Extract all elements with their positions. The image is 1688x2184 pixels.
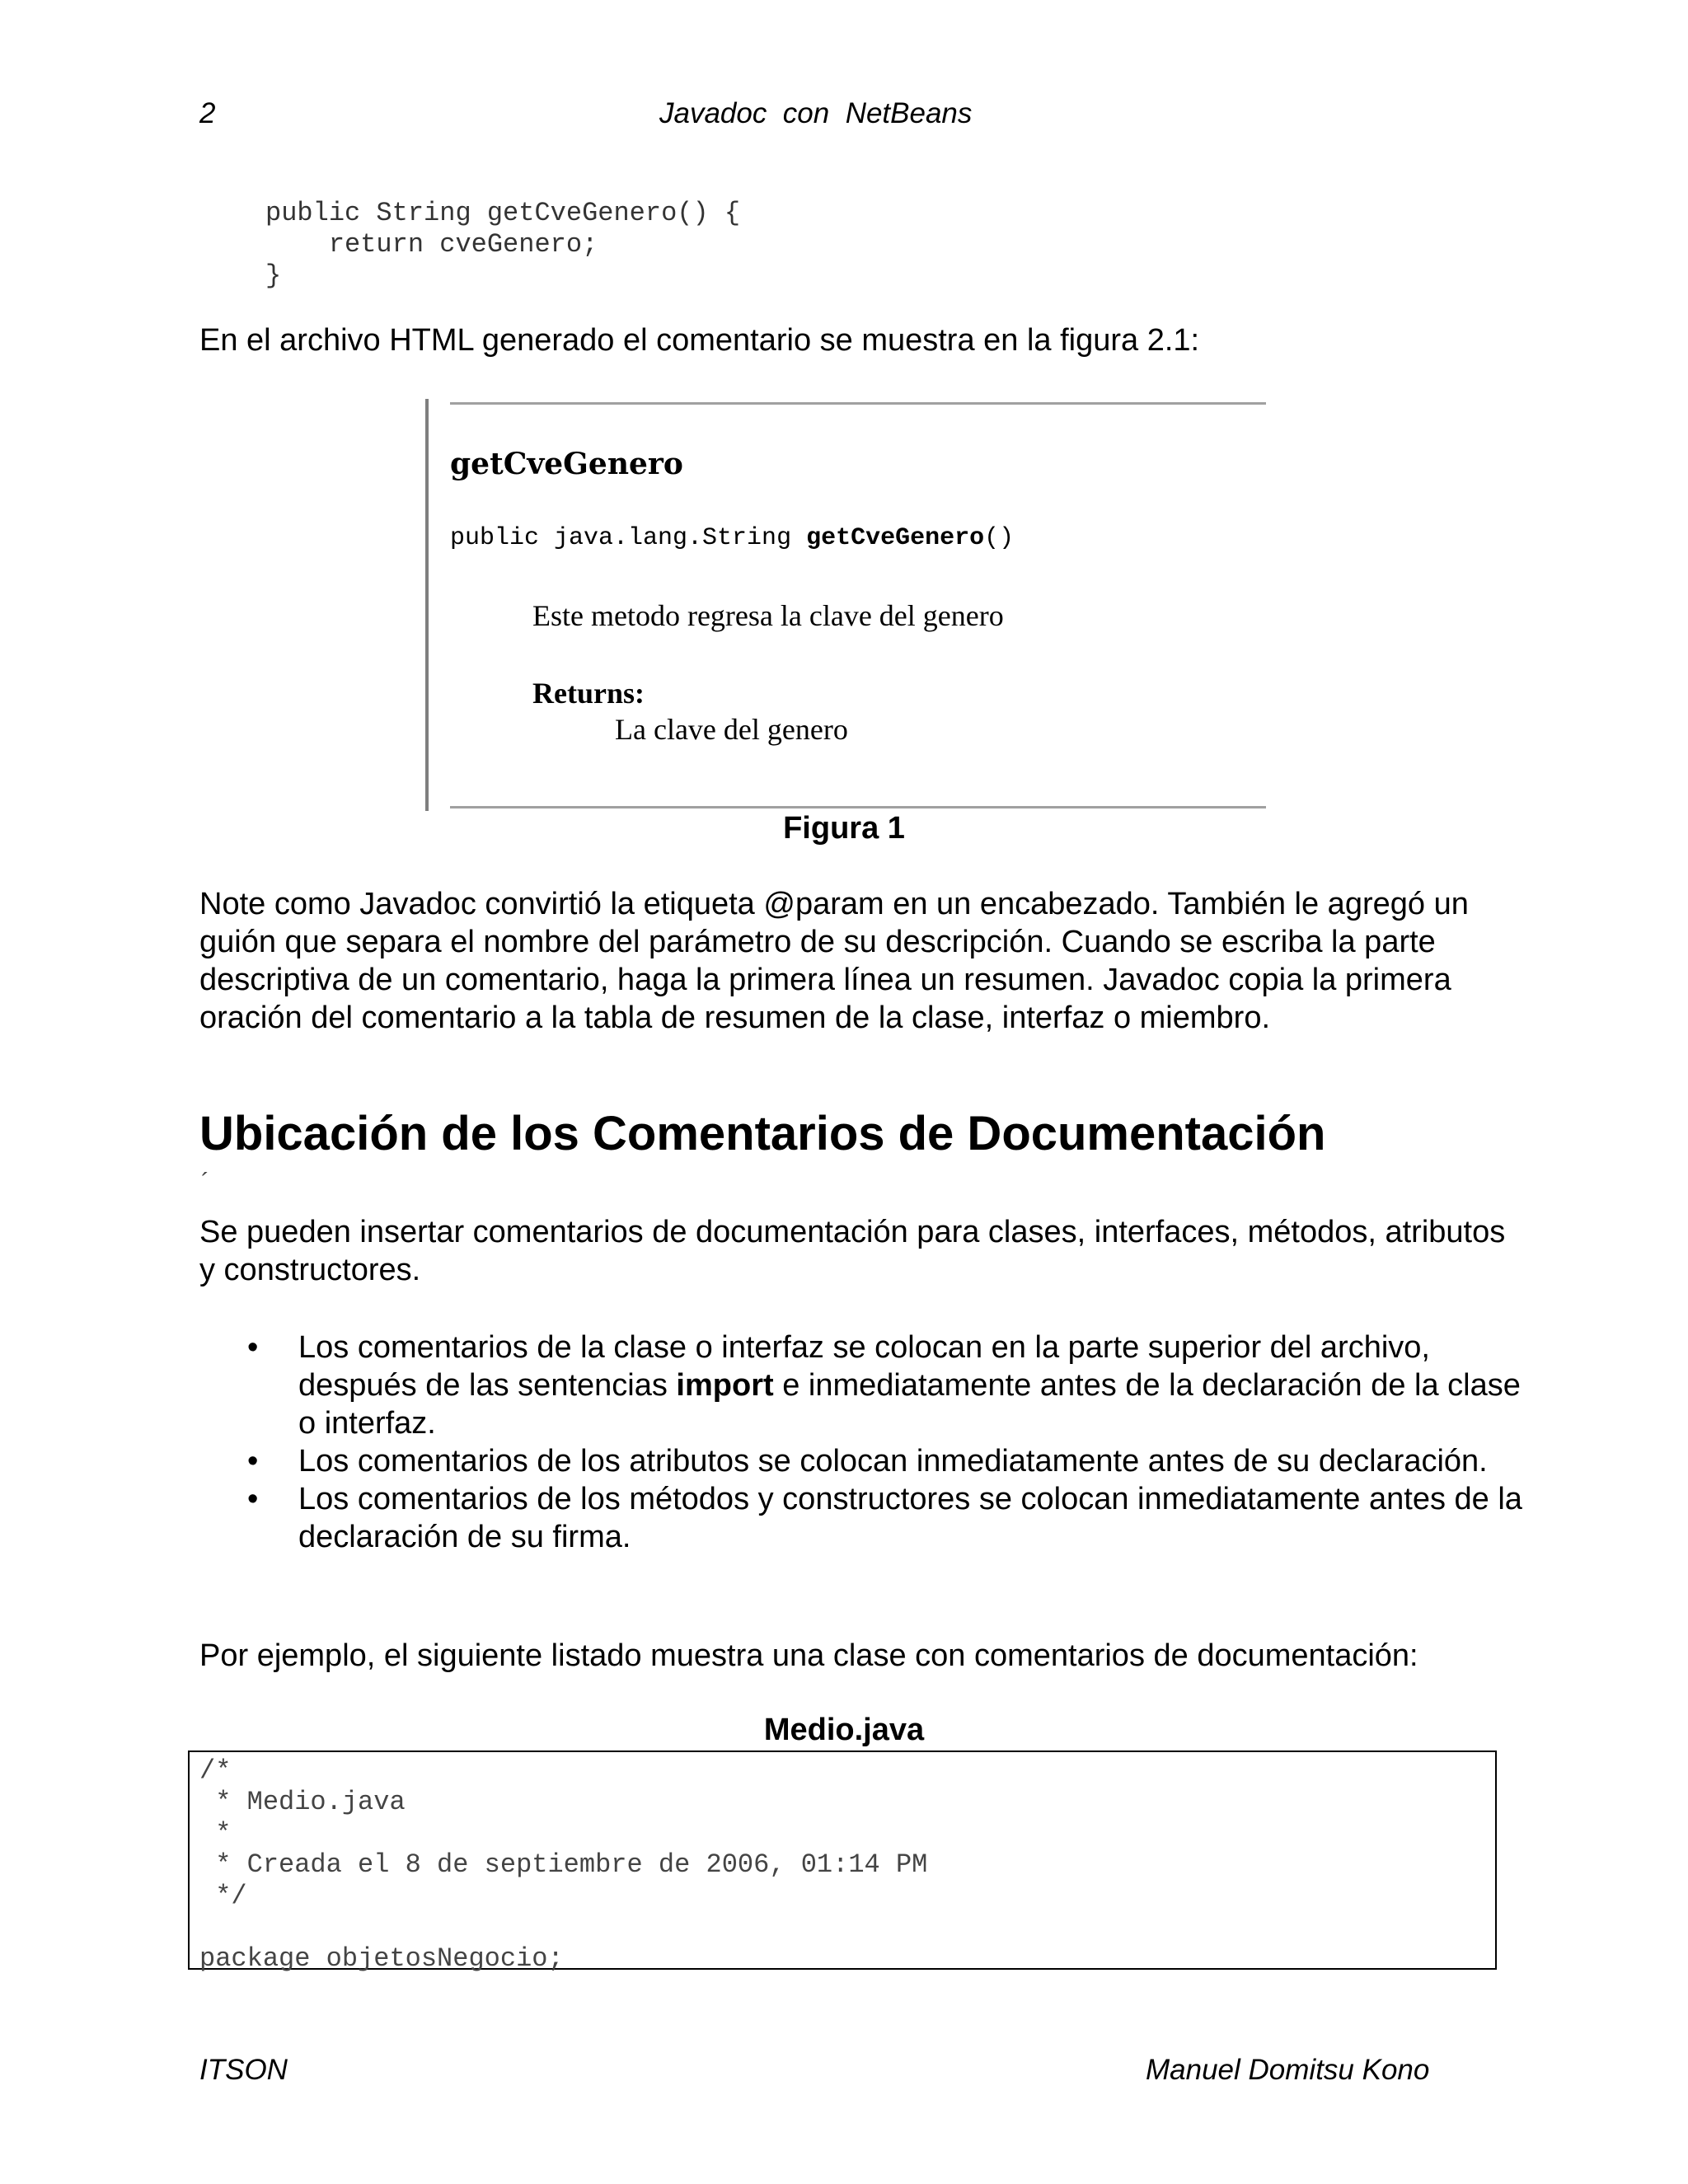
bullet-text: Los comentarios de los métodos y constructores se colocan inmediatamente antes de la declaración de su firma. (298, 1482, 1522, 1554)
page-number: 2 (199, 97, 216, 129)
footer-author: Manuel Domitsu Kono (1146, 2054, 1430, 2086)
paragraph-javadoc-note: Note como Javadoc convirtió la etiqueta @param en un encabezado. También le agregó un guión que separa el nombre del parámetro de su descripción. Cuando se escriba la parte descriptiva de un comentario, haga la primera línea un resumen. Javadoc copia la primera oración del comentario a la tabla de resumen de la clase, interfaz o miembro. (199, 887, 1469, 1035)
signature-prefix: public java.lang.String (450, 524, 807, 552)
figure-caption: Figura 1 (783, 811, 905, 846)
signature-suffix: () (984, 524, 1015, 552)
figure-method-description: Este metodo regresa la clave del genero (532, 599, 1004, 632)
bullet-text: Los comentarios de la clase o interfaz se colocan en la parte superior del archivo, después de las sentencias (298, 1330, 1430, 1403)
figure-top-rule (450, 402, 1266, 405)
list-item (199, 1329, 1535, 1442)
code-line: public String getCveGenero() { (265, 198, 741, 228)
figure-method-name: getCveGenero (450, 447, 683, 481)
code-listing-box (188, 1750, 1497, 1974)
list-item (199, 1480, 1535, 1556)
bullet-bold-keyword: import (676, 1368, 774, 1403)
code-line: /* (199, 1755, 232, 1786)
code-line: } (265, 260, 282, 291)
figure-returns-value: La clave del genero (615, 713, 848, 746)
code-snippet-getter (265, 198, 740, 292)
code-line: * (199, 1818, 232, 1849)
bullet-icon: • (247, 1444, 259, 1479)
code-line: */ (199, 1881, 247, 1911)
bullet-icon: • (247, 1330, 259, 1365)
bullet-text: Los comentarios de los atributos se colocan inmediatamente antes de su declaración. (298, 1444, 1488, 1479)
running-header-title: Javadoc con NetBeans (659, 97, 973, 129)
figure-method-signature (450, 524, 1014, 552)
paragraph-listing-intro: Por ejemplo, el siguiente listado muestra una clase con comentarios de documentación: (199, 1638, 1418, 1673)
bullet-icon: • (247, 1482, 259, 1516)
figure-returns-label: Returns: (532, 677, 645, 710)
bullet-text-continued: e inmediatamente antes de la declaración de la clase o interfaz. (298, 1368, 1521, 1441)
paragraph-section-intro: Se pueden insertar comentarios de documentación para clases, interfaces, métodos, atributos y constructores. (199, 1215, 1506, 1287)
stray-accent-mark: ´ (201, 1169, 209, 1196)
code-listing (199, 1755, 927, 1975)
code-line: return cveGenero; (265, 229, 598, 260)
signature-method: getCveGenero (806, 524, 985, 552)
paragraph-figure-intro: En el archivo HTML generado el comentario se muestra en la figura 2.1: (199, 323, 1200, 358)
list-item (199, 1442, 1535, 1480)
code-line (199, 1912, 927, 1943)
section-heading: Ubicación de los Comentarios de Documentación (199, 1107, 1326, 1160)
code-line: package objetosNegocio; (199, 1943, 564, 1974)
javadoc-figure (425, 399, 1266, 811)
footer-institution: ITSON (199, 2054, 288, 2086)
figure-bottom-rule (450, 806, 1266, 808)
figure-left-border (425, 399, 429, 811)
listing-caption: Medio.java (763, 1713, 925, 1747)
bullet-list (199, 1329, 1535, 1556)
code-line: * Medio.java (199, 1787, 406, 1817)
code-line: * Creada el 8 de septiembre de 2006, 01:14 PM (199, 1849, 928, 1880)
